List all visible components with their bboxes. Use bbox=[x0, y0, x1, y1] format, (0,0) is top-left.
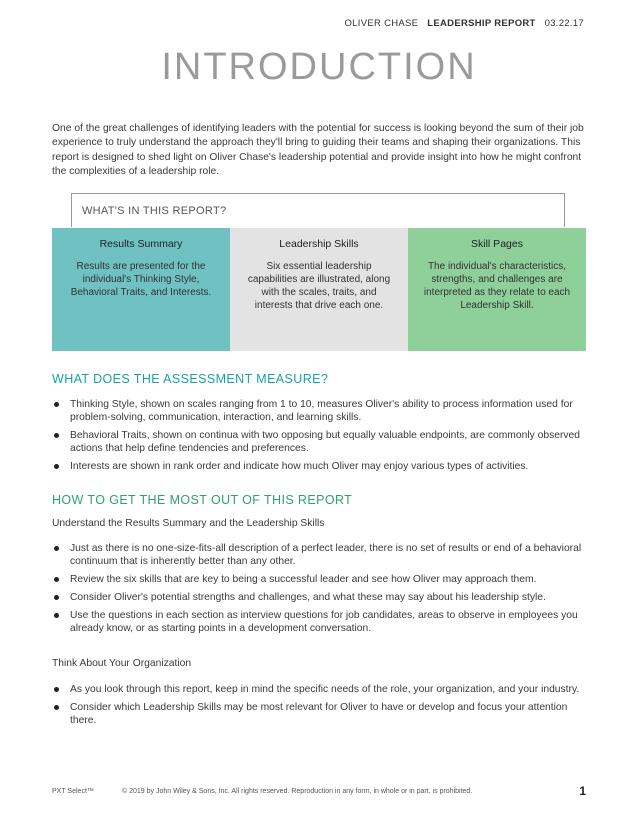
section-body: Six essential leadership capabilities are illustrated, along with the scales, traits, and interests that drive each one. bbox=[247, 261, 391, 311]
list-item: Use the questions in each section as interview questions for job candidates, areas to observe in employees you already know, or as starting points in a development conversation. bbox=[52, 609, 582, 635]
page-number: 1 bbox=[579, 784, 586, 798]
list-item: Consider which Leadership Skills may be most relevant for Oliver to have or develop and focus your attention there. bbox=[52, 701, 582, 727]
results-tips-list bbox=[52, 542, 582, 640]
list-item: Behavioral Traits, shown on continua with two opposing but equally valuable endpoints, are commonly observed actions that help define tendencies and preferences. bbox=[52, 429, 582, 455]
assessment-list bbox=[52, 398, 582, 478]
section-results-summary bbox=[52, 228, 230, 351]
subheading-organization: Think About Your Organization bbox=[52, 658, 192, 669]
header-name: OLIVER CHASE bbox=[344, 18, 419, 29]
list-item: Review the six skills that are key to being a successful leader and see how Oliver may approach them. bbox=[52, 573, 582, 586]
organization-tips-list bbox=[52, 683, 582, 732]
header-report-title: LEADERSHIP REPORT bbox=[427, 18, 536, 29]
list-item: As you look through this report, keep in mind the specific needs of the role, your organization, and your industry. bbox=[52, 683, 582, 696]
section-leadership-skills bbox=[230, 228, 408, 351]
assessment-heading: WHAT DOES THE ASSESSMENT MEASURE? bbox=[52, 372, 329, 386]
report-sections bbox=[52, 228, 586, 351]
section-body: The individual's characteristics, strengths, and challenges are interpreted as they relate to each Leadership Skill. bbox=[423, 261, 571, 311]
subheading-results: Understand the Results Summary and the Leadership Skills bbox=[52, 518, 325, 529]
footer-brand: PXT Select™ bbox=[52, 788, 94, 795]
section-heading: Results Summary bbox=[99, 238, 183, 250]
page-title: INTRODUCTION bbox=[161, 46, 477, 88]
list-item: Consider Oliver's potential strengths and challenges, and what these may say about his leadership style. bbox=[52, 591, 582, 604]
footer-copyright: © 2019 by John Wiley & Sons, Inc. All rights reserved. Reproduction in any form, in whole or in part, is prohibited. bbox=[122, 788, 473, 795]
list-item: Just as there is no one-size-fits-all description of a perfect leader, there is no set of results or end of a behavioral continuum that is inherently better than any other. bbox=[52, 542, 582, 568]
report-header bbox=[338, 18, 584, 29]
list-item: Interests are shown in rank order and indicate how much Oliver may enjoy various types of activities. bbox=[52, 460, 582, 473]
whats-in-report-label: WHAT'S IN THIS REPORT? bbox=[82, 205, 227, 217]
whats-in-report-box bbox=[71, 193, 565, 227]
section-heading: Skill Pages bbox=[471, 238, 523, 250]
intro-paragraph: One of the great challenges of identifying leaders with the potential for success is looking beyond the sum of their job experience to truly understand the approach they'll bring to guiding their teams and shaping their organizations. This report is designed to shed light on Oliver Chase's leadership potential and provide insight into how he might confront the complexities of a leadership role. bbox=[52, 123, 584, 178]
section-body: Results are presented for the individual's Thinking Style, Behavioral Traits, and Interests. bbox=[70, 261, 212, 298]
section-skill-pages bbox=[408, 228, 586, 351]
header-date: 03.22.17 bbox=[544, 18, 584, 29]
section-heading: Leadership Skills bbox=[279, 238, 359, 250]
list-item: Thinking Style, shown on scales ranging from 1 to 10, measures Oliver's ability to process information used for problem-solving, communication, interaction, and learning skills. bbox=[52, 398, 582, 424]
most-out-heading: HOW TO GET THE MOST OUT OF THIS REPORT bbox=[52, 493, 353, 507]
